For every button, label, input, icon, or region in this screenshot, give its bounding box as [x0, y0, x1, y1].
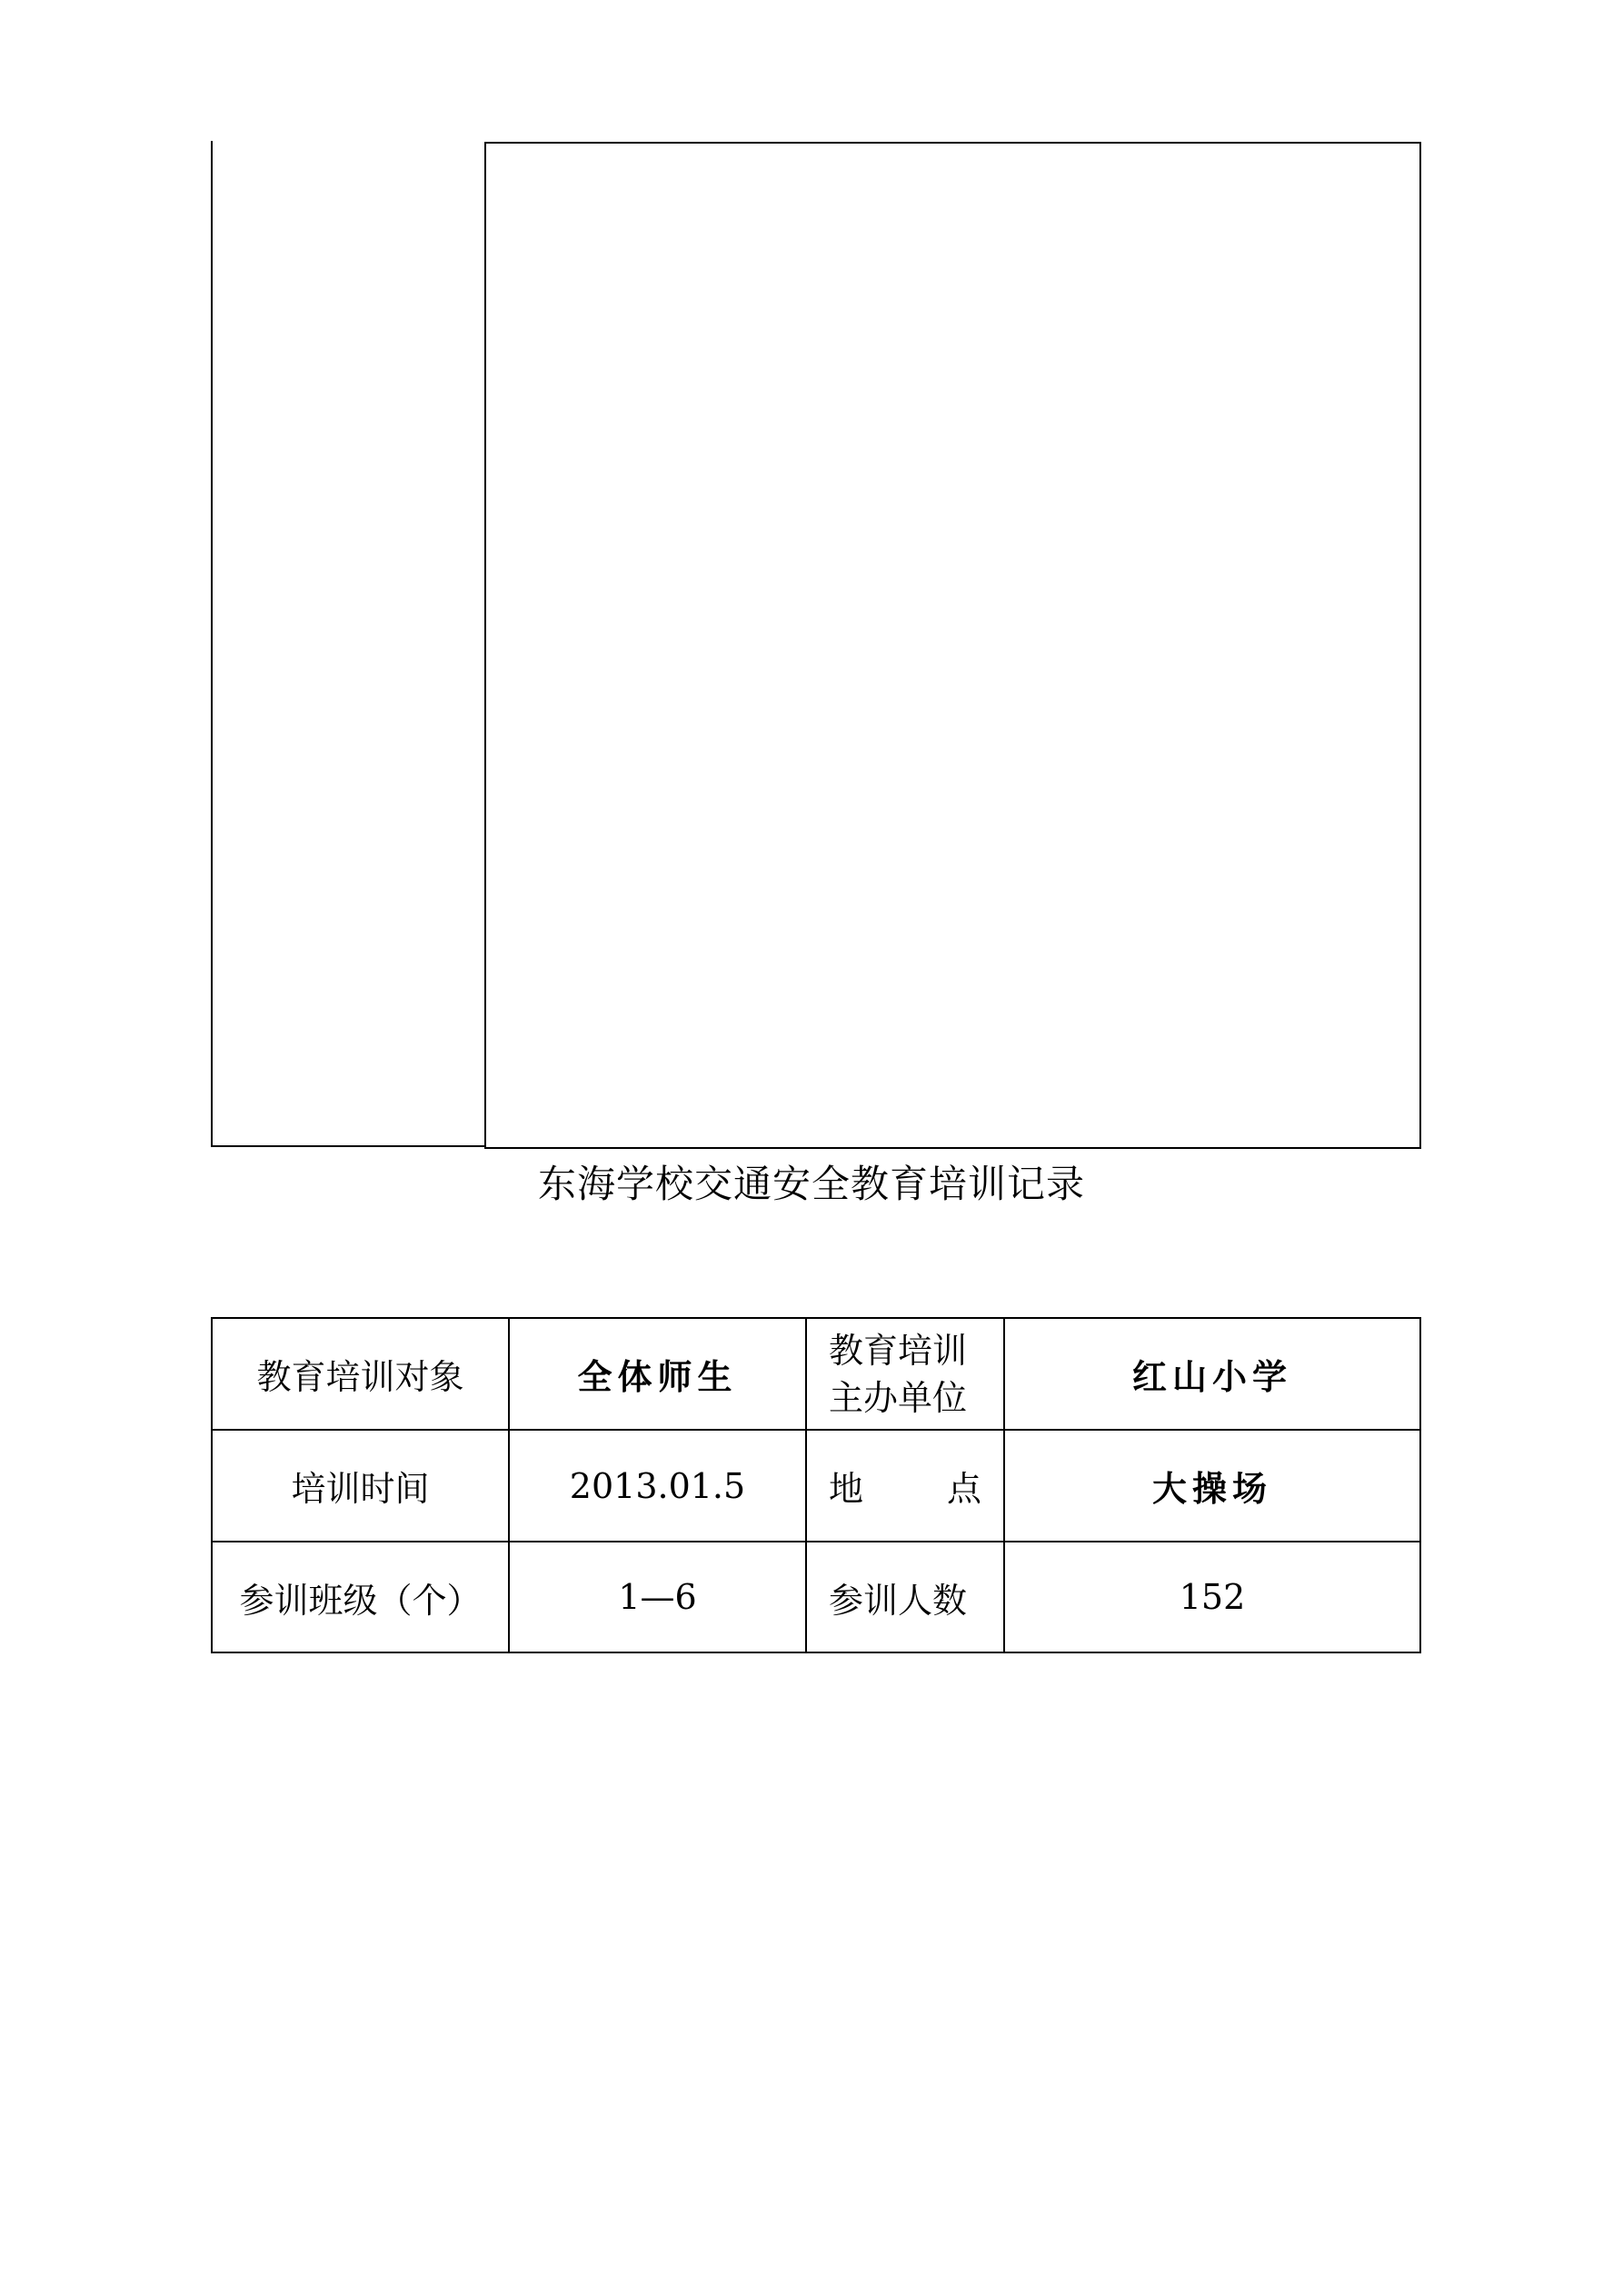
organizer-label	[806, 1318, 1004, 1430]
target-value: 全体师生	[509, 1318, 806, 1430]
organizer-label-line2: 主办单位	[829, 1377, 968, 1418]
classes-value: 1—6	[509, 1542, 806, 1652]
organizer-value: 红山小学	[1004, 1318, 1420, 1430]
time-value: 2013.01.5	[509, 1430, 806, 1542]
page-title: 东海学校交通安全教育培训记录	[537, 1162, 1085, 1206]
count-value: 152	[1004, 1542, 1420, 1652]
prev-table-bottom-border	[211, 1145, 486, 1147]
place-label-char1: 地	[829, 1469, 864, 1509]
table-row	[212, 1318, 1420, 1430]
place-label-char2: 点	[946, 1469, 981, 1509]
training-info-table	[211, 1317, 1421, 1653]
table-row	[212, 1542, 1420, 1652]
table-row	[212, 1430, 1420, 1542]
prev-table-left-border	[211, 141, 213, 1147]
organizer-label-line1: 教育培训	[829, 1330, 968, 1371]
time-label: 培训时间	[212, 1430, 509, 1542]
place-label	[806, 1430, 1004, 1542]
place-value: 大操场	[1004, 1430, 1420, 1542]
target-label: 教育培训对象	[212, 1318, 509, 1430]
prev-table-content-cell	[484, 142, 1421, 1149]
count-label: 参训人数	[806, 1542, 1004, 1652]
classes-label: 参训班级（个）	[212, 1542, 509, 1652]
